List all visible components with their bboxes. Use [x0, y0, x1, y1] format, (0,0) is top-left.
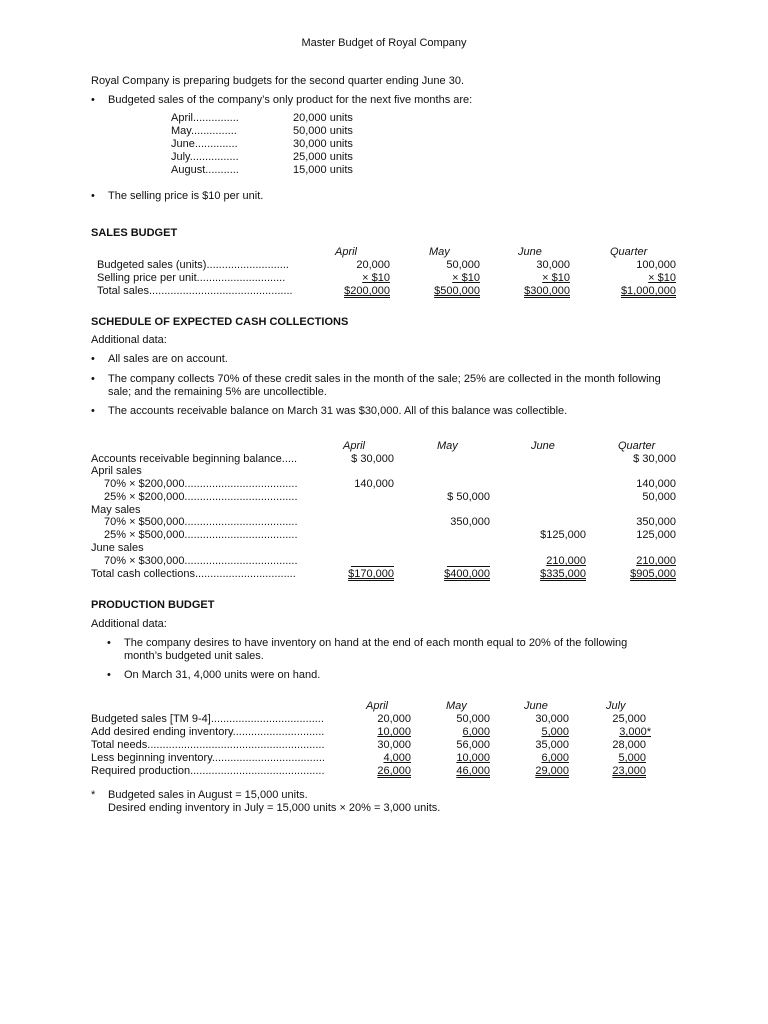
cell: $ 30,000: [633, 453, 676, 465]
group-label: May sales: [91, 504, 141, 516]
column-header: June: [524, 700, 548, 712]
additional-data-label: Additional data:: [91, 334, 167, 346]
month-label: April...............: [171, 112, 239, 124]
bullet: •: [107, 669, 111, 681]
cell: $400,000: [444, 568, 490, 580]
underline-rule: [447, 566, 490, 567]
cell: $125,000: [540, 529, 586, 541]
cell: 100,000: [636, 259, 676, 271]
column-header: June: [518, 246, 542, 258]
cell: × $10: [362, 272, 390, 284]
cell: 125,000: [636, 529, 676, 541]
month-label: June..............: [171, 138, 238, 150]
cell: × $10: [648, 272, 676, 284]
bullet: •: [91, 190, 95, 202]
row-label: Accounts receivable beginning balance.....: [91, 453, 298, 465]
month-units: 15,000 units: [293, 164, 353, 176]
cell: 10,000: [377, 726, 411, 738]
cell: 30,000: [535, 713, 569, 725]
group-label: June sales: [91, 542, 144, 554]
cell: $ 50,000: [447, 491, 490, 503]
cell: 29,000: [535, 765, 569, 777]
cell: 20,000: [377, 713, 411, 725]
row-label: Required production............................................: [91, 765, 325, 777]
cell: 350,000: [636, 516, 676, 528]
bullet: •: [91, 353, 95, 365]
row-label: 70% × $500,000.....................................: [104, 516, 298, 528]
cell: 5,000: [541, 726, 569, 738]
month-units: 25,000 units: [293, 151, 353, 163]
cell: 30,000: [377, 739, 411, 751]
column-header: April: [335, 246, 358, 258]
cell: 28,000: [612, 739, 646, 751]
row-label: Less beginning inventory.....................................: [91, 752, 325, 764]
footnote-text: Budgeted sales in August = 15,000 units.: [108, 789, 308, 801]
cell: $500,000: [434, 285, 480, 297]
cell: $300,000: [524, 285, 570, 297]
row-label: Add desired ending inventory..............................: [91, 726, 325, 738]
column-header: May: [429, 246, 450, 258]
cell: 56,000: [456, 739, 490, 751]
row-label: Budgeted sales [TM 9-4].....................................: [91, 713, 324, 725]
cell: $905,000: [630, 568, 676, 580]
cell: 30,000: [536, 259, 570, 271]
cell: × $10: [542, 272, 570, 284]
collections-heading: SCHEDULE OF EXPECTED CASH COLLECTIONS: [91, 316, 349, 328]
month-units: 20,000 units: [293, 112, 353, 124]
bullet-text: The company desires to have inventory on hand at the end of each month equal to 20% of the following month’s budgeted unit sales.: [124, 637, 628, 662]
column-header: May: [446, 700, 467, 712]
sales-budget-heading: SALES BUDGET: [91, 227, 178, 239]
cell: 350,000: [450, 516, 490, 528]
row-label: Total sales...............................................: [97, 285, 293, 297]
row-label: 25% × $500,000.....................................: [104, 529, 298, 541]
row-label: Budgeted sales (units)...........................: [97, 259, 289, 271]
cell: 26,000: [377, 765, 411, 777]
cell: 140,000: [354, 478, 394, 490]
month-label: May...............: [171, 125, 237, 137]
cell: 20,000: [356, 259, 390, 271]
row-label: 25% × $200,000.....................................: [104, 491, 298, 503]
month-label: July................: [171, 151, 239, 163]
column-header: Quarter: [610, 246, 648, 258]
bullet: •: [107, 637, 111, 649]
row-label: Selling price per unit.............................: [97, 272, 286, 284]
month-units: 50,000 units: [293, 125, 353, 137]
group-label: April sales: [91, 465, 142, 477]
footnote-text: Desired ending inventory in July = 15,000 units × 20% = 3,000 units.: [108, 802, 441, 814]
bullet: •: [91, 405, 95, 417]
bullet-text-price: The selling price is $10 per unit.: [108, 190, 264, 202]
bullet-text: All sales are on account.: [108, 353, 228, 365]
cell: 50,000: [642, 491, 676, 503]
cell: 140,000: [636, 478, 676, 490]
row-label: Total needs..........................................................: [91, 739, 325, 751]
cell: $200,000: [344, 285, 390, 297]
column-header: April: [366, 700, 389, 712]
cell: × $10: [452, 272, 480, 284]
cell: 210,000: [546, 555, 586, 567]
cell: 3,000*: [619, 726, 651, 738]
cell: $170,000: [348, 568, 394, 580]
underline-rule: [351, 566, 394, 567]
cell: 25,000: [612, 713, 646, 725]
cell: 50,000: [456, 713, 490, 725]
cell: 5,000: [618, 752, 646, 764]
cell: 35,000: [535, 739, 569, 751]
page-title: Master Budget of Royal Company: [301, 37, 467, 49]
cell: 6,000: [462, 726, 490, 738]
row-label: 70% × $300,000.....................................: [104, 555, 298, 567]
column-header: April: [343, 440, 366, 452]
cell: 210,000: [636, 555, 676, 567]
cell: 50,000: [446, 259, 480, 271]
cell: $ 30,000: [351, 453, 394, 465]
column-header: July: [606, 700, 626, 712]
bullet-text: On March 31, 4,000 units were on hand.: [124, 669, 321, 681]
column-header: June: [531, 440, 555, 452]
bullet: •: [91, 373, 95, 385]
cell: 23,000: [612, 765, 646, 777]
bullet-text: The company collects 70% of these credit sales in the month of the sale; 25% are collected in the month following sale; and the remaining 5% are uncollectible.: [108, 373, 661, 398]
production-heading: PRODUCTION BUDGET: [91, 599, 215, 611]
row-label: 70% × $200,000.....................................: [104, 478, 298, 490]
column-header: Quarter: [618, 440, 656, 452]
column-header: May: [437, 440, 458, 452]
cell: 10,000: [456, 752, 490, 764]
cell: 6,000: [541, 752, 569, 764]
cell: 4,000: [383, 752, 411, 764]
bullet: •: [91, 94, 95, 106]
row-label: Total cash collections.................................: [91, 568, 296, 580]
footnote-mark: *: [91, 789, 96, 801]
intro-text: Royal Company is preparing budgets for the second quarter ending June 30.: [91, 75, 465, 87]
cell: 46,000: [456, 765, 490, 777]
month-label: August...........: [171, 164, 239, 176]
month-units: 30,000 units: [293, 138, 353, 150]
cell: $1,000,000: [620, 285, 676, 297]
additional-data-label: Additional data:: [91, 618, 167, 630]
bullet-text: The accounts receivable balance on March 31 was $30,000. All of this balance was collectible.: [108, 405, 568, 417]
bullet-text-sales: Budgeted sales of the company’s only product for the next five months are:: [108, 94, 473, 106]
cell: $335,000: [540, 568, 586, 580]
